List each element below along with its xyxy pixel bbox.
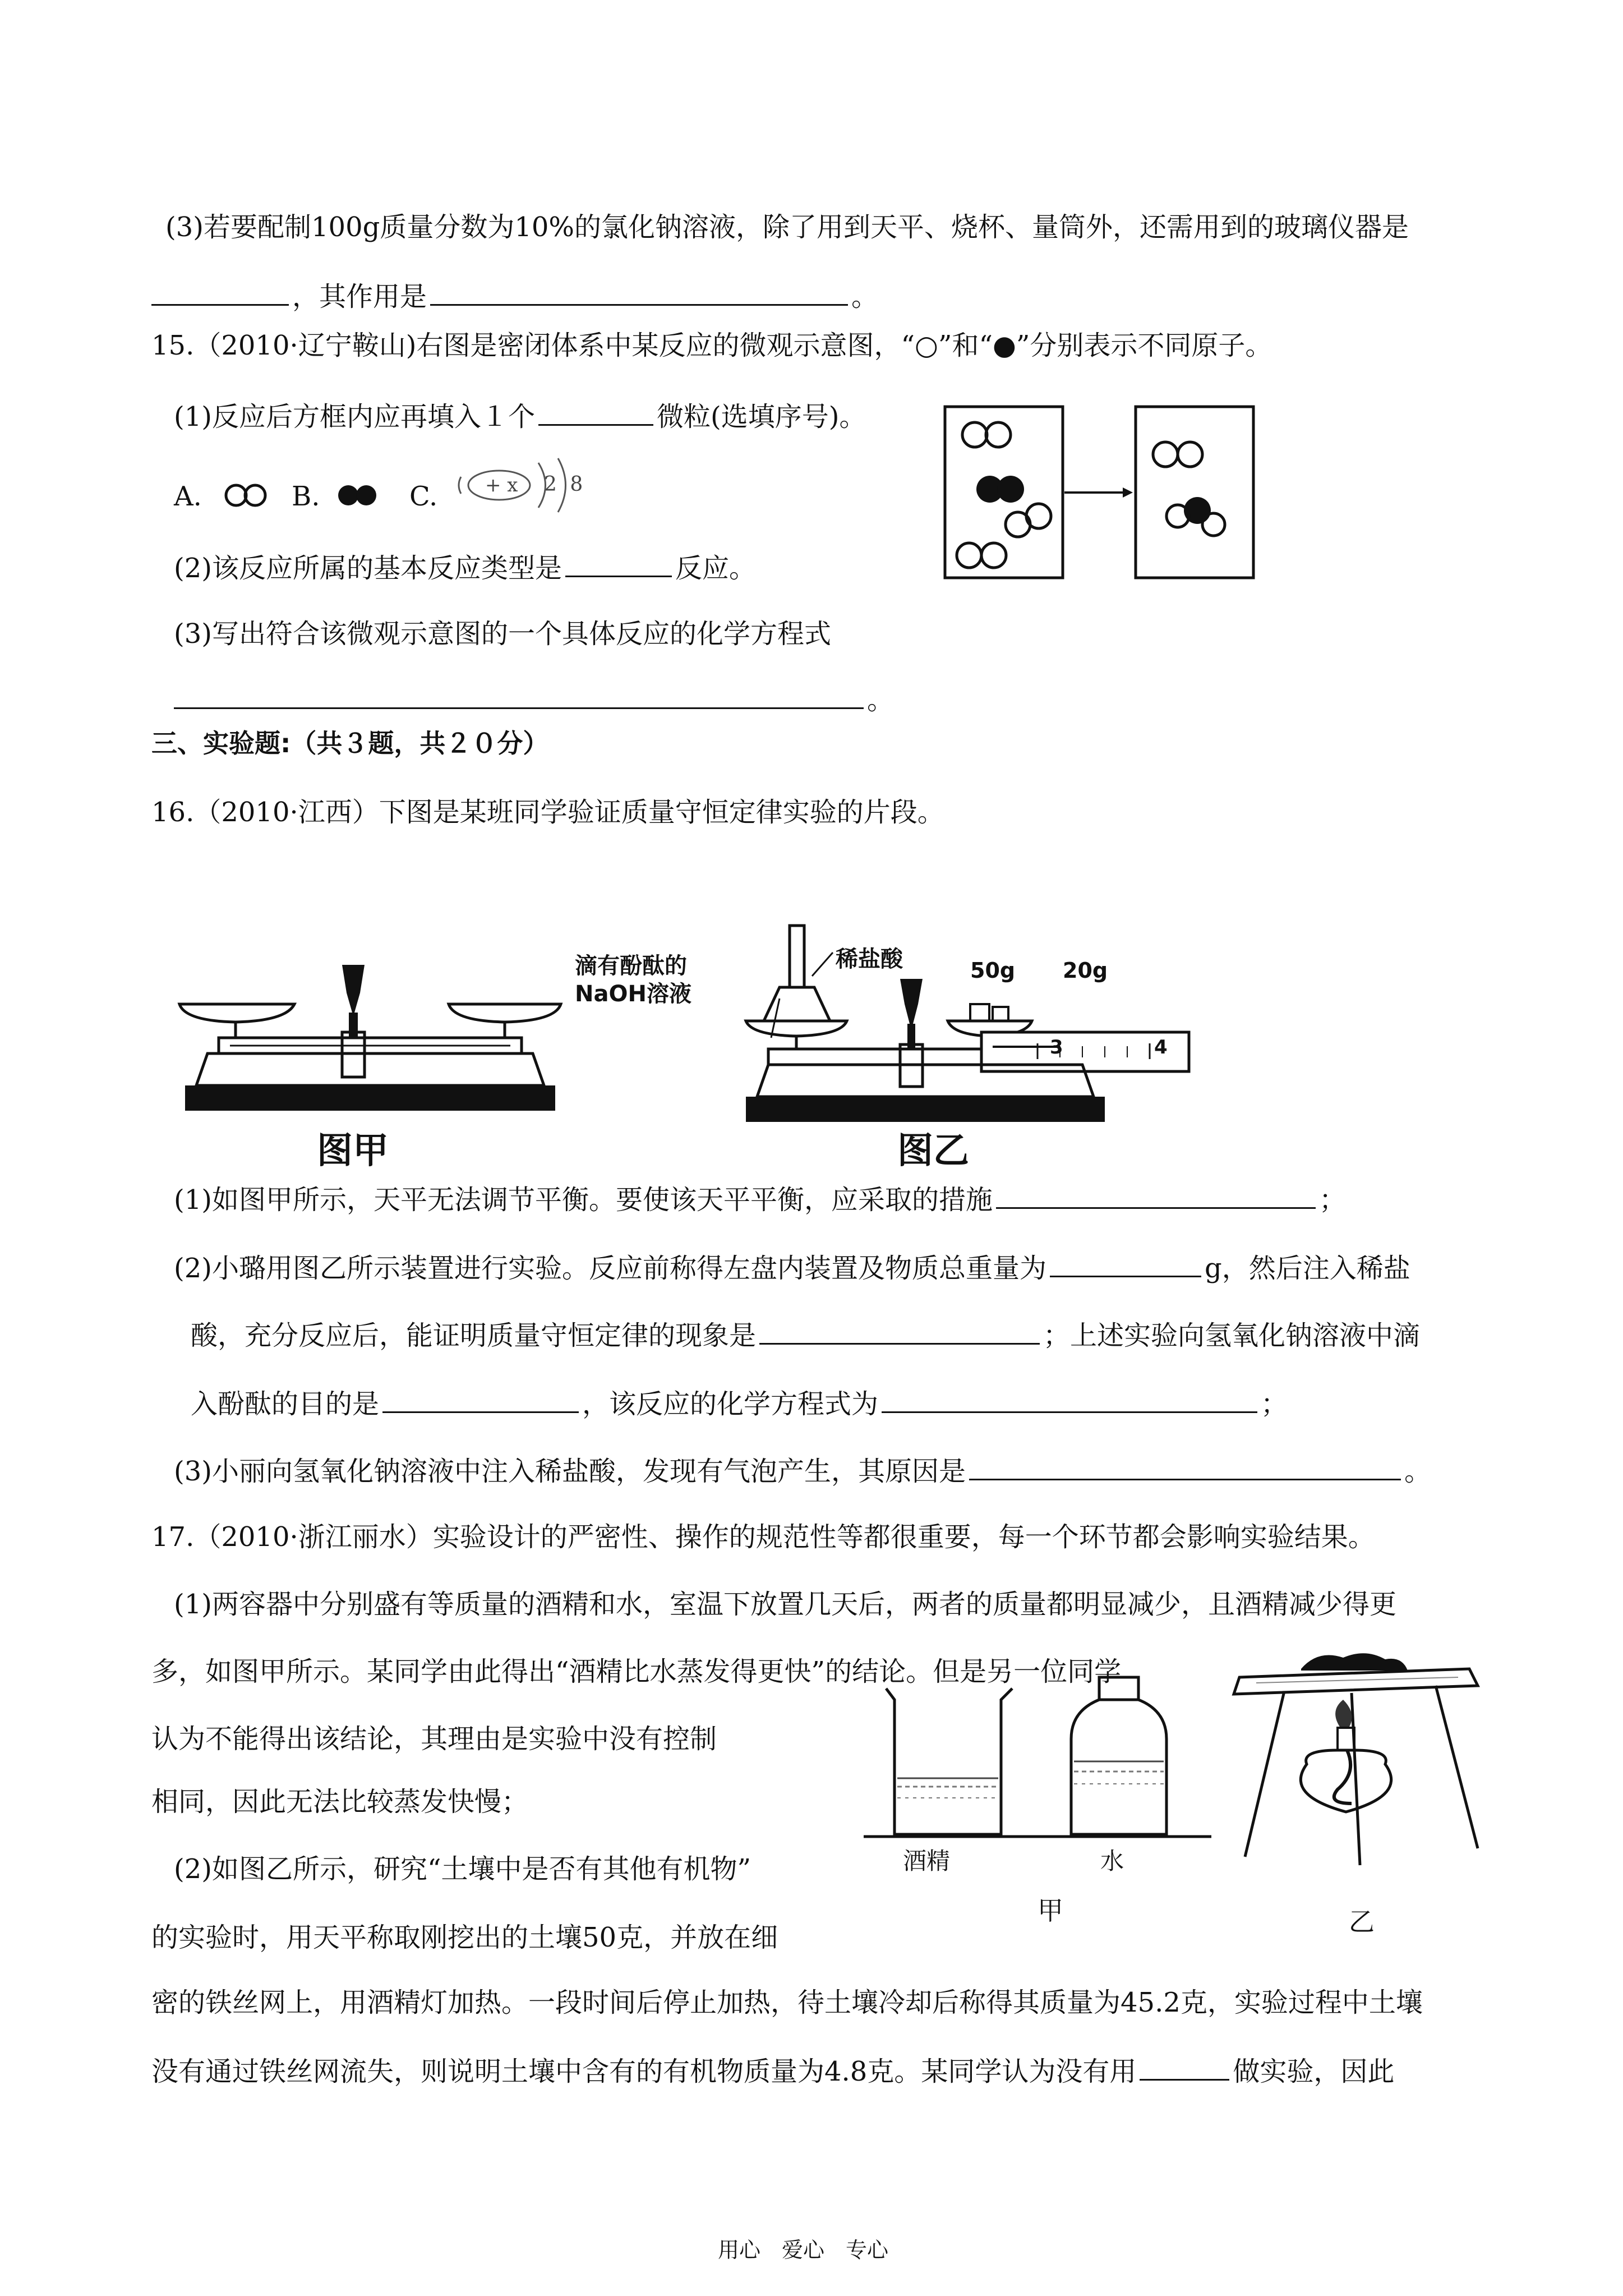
q15-part1-text-a: (1)反应后方框内应再填入１个: [174, 401, 535, 432]
q16-figure-scale-4: 4: [1154, 1036, 1168, 1059]
section-3-title: 三、实验题:（共３题，共２０分）: [151, 728, 549, 758]
q16-figure-b-caption: 图乙: [897, 1130, 969, 1172]
q16-blank-total-mass[interactable]: [1050, 1250, 1201, 1277]
q17-figure-b-heating-setup: [1223, 1644, 1492, 1885]
q17-part1-line1: (1)两容器中分别盛有等质量的酒精和水，室温下放置几天后，两者的质量都明显减少，且酒精减少得更: [174, 1589, 1396, 1620]
q16-blank-purpose[interactable]: [382, 1386, 579, 1413]
q17-part1-line4: 相同，因此无法比较蒸发快慢；: [151, 1786, 529, 1818]
q15-part2-text-a: (2)该反应所属的基本反应类型是: [174, 553, 562, 584]
q15-blank-reaction-type[interactable]: [565, 550, 672, 577]
q15-option-b-label: B.: [292, 481, 320, 512]
q16-figure-a-caption: 图甲: [317, 1130, 389, 1172]
q15-option-c-label: C.: [409, 481, 438, 512]
q15-part1-text-b: 微粒(选填序号)。: [657, 401, 866, 432]
q16-part2-text-e: 入酚酞的目的是: [191, 1388, 380, 1420]
q16-part2-text-d: ；上述实验向氢氧化钠溶液中滴: [1043, 1320, 1421, 1351]
q17-figure-a-caption: 甲: [1038, 1895, 1063, 1926]
q16-balance-figure-a: [174, 959, 600, 1128]
q15-part3-answer-line: [174, 682, 894, 717]
q16-stem: 16.（2010·江西）下图是某班同学验证质量守恒定律实验的片段。: [151, 797, 944, 828]
q15-blank-particle[interactable]: [538, 398, 653, 426]
q15-option-c-atom-structure: [454, 446, 600, 524]
q16-part2-end: ；: [1261, 1388, 1288, 1420]
q17-part1-line2: 多，如图甲所示。某同学由此得出“酒精比水蒸发得更快”的结论。但是另一位同学: [151, 1656, 1122, 1687]
q17-part2-text-d: 没有通过铁丝网流失，则说明土壤中含有的有机物质量为4.8克。某同学认为没有用: [151, 2056, 1137, 2087]
q16-part2-text-f: ，该反应的化学方程式为: [582, 1388, 879, 1420]
q14-part3-end: 。: [851, 281, 879, 312]
q17-part1-line3: 认为不能得出该结论，其理由是实验中没有控制: [151, 1723, 717, 1755]
q16-part2-line2: [191, 1317, 1420, 1352]
q16-balance-figure-b: [746, 920, 1206, 1133]
q17-part2-line1: (2)如图乙所示，研究“土壤中是否有其他有机物”: [174, 1853, 751, 1885]
q16-part2-text-c: 酸，充分反应后，能证明质量守恒定律的现象是: [191, 1320, 757, 1351]
q17-figure-a-containers: [864, 1677, 1223, 1846]
q17-figure-label-alcohol: 酒精: [903, 1847, 951, 1875]
q16-blank-reason[interactable]: [969, 1453, 1401, 1480]
q14-part3-line2: [151, 278, 878, 314]
q16-part3: [174, 1453, 1431, 1488]
q16-figure-weight-20g: 20g: [1063, 958, 1108, 983]
q16-blank-equation[interactable]: [882, 1386, 1257, 1413]
q14-part3-line1: [165, 210, 1409, 244]
q15-part3-text: (3)写出符合该微观示意图的一个具体反应的化学方程式: [174, 618, 831, 650]
q15-option-a-label: A.: [174, 481, 202, 512]
q16-part2-line3: [191, 1386, 1288, 1421]
q16-blank-phenomenon[interactable]: [759, 1317, 1040, 1345]
q16-part3-end: 。: [1404, 1456, 1432, 1487]
q16-part2-text-a: (2)小璐用图乙所示装置进行实验。反应前称得左盘内装置及物质总重量为: [174, 1253, 1046, 1284]
q15-stem: [151, 329, 1272, 362]
q16-figure-label-indicator: 滴有酚酞的: [575, 953, 687, 979]
q17-figure-label-water: 水: [1100, 1847, 1124, 1875]
q17-part2-line4: [151, 2053, 1394, 2088]
q16-figure-weight-50g: 50g: [970, 958, 1016, 983]
q16-part1-text: (1)如图甲所示，天平无法调节平衡。要使该天平平衡，应采取的措施: [174, 1184, 993, 1216]
q15-atom-nucleus-label: + x: [485, 474, 518, 496]
q14-part3-text-b: ，其作用是: [292, 281, 427, 312]
q16-part2-text-b: g，然后注入稀盐: [1205, 1253, 1410, 1284]
q16-part3-text: (3)小丽向氢氧化钠溶液中注入稀盐酸，发现有气泡产生，其原因是: [174, 1456, 966, 1487]
q17-part2-line3: 密的铁丝网上，用酒精灯加热。一段时间后停止加热，待土壤冷却后称得其质量为45.2克，实验过程中土壤: [151, 1987, 1423, 2018]
q16-blank-measure[interactable]: [996, 1181, 1316, 1209]
q16-part2-line1: [174, 1250, 1410, 1285]
q15-atom-shell-counts: 2 8: [544, 473, 587, 496]
q15-reaction-micro-diagram: [942, 404, 1256, 583]
page-footer: 用心 爱心 专心: [718, 2238, 889, 2262]
q15-option-b-two-black-circles-icon: [334, 482, 384, 508]
q17-part2-line2: 的实验时，用天平称取刚挖出的土壤50克，并放在细: [151, 1922, 778, 1953]
q14-part3-text-a: (3)若要配制100g质量分数为10%的氯化钠溶液，除了用到天平、烧杯、量筒外，还需用到的玻璃仪器是: [165, 211, 1409, 243]
q15-stem-text: 15.（2010·辽宁鞍山)右图是密闭体系中某反应的微观示意图，“○”和“●”分别表示不同原子。: [151, 330, 1272, 361]
q17-figure-b-caption: 乙: [1349, 1907, 1375, 1937]
q15-part2-text-b: 反应。: [675, 553, 757, 584]
q15-part3-end: 。: [867, 684, 895, 716]
q16-figure-scale-3: 3: [1050, 1036, 1063, 1059]
q17-stem: 17.（2010·浙江丽水）实验设计的严密性、操作的规范性等都很重要，每一个环节都会影响实验结果。: [151, 1521, 1375, 1553]
q14-blank-function[interactable]: [430, 278, 848, 306]
q16-part1: [174, 1181, 1346, 1217]
q15-part1: [174, 398, 866, 434]
q16-figure-label-naoh: NaOH溶液: [575, 981, 691, 1007]
q16-figure-label-acid: 稀盐酸: [836, 946, 903, 972]
q15-blank-equation[interactable]: [174, 682, 864, 709]
q17-part2-text-e: 做实验，因此: [1233, 2056, 1395, 2087]
q15-part3: [174, 617, 831, 651]
q14-blank-instrument[interactable]: [151, 278, 289, 306]
q17-blank-control[interactable]: [1140, 2053, 1229, 2081]
q15-option-a-two-white-circles-icon: [222, 482, 272, 508]
q15-part2: [174, 550, 756, 585]
q16-part1-end: ；: [1319, 1184, 1347, 1216]
